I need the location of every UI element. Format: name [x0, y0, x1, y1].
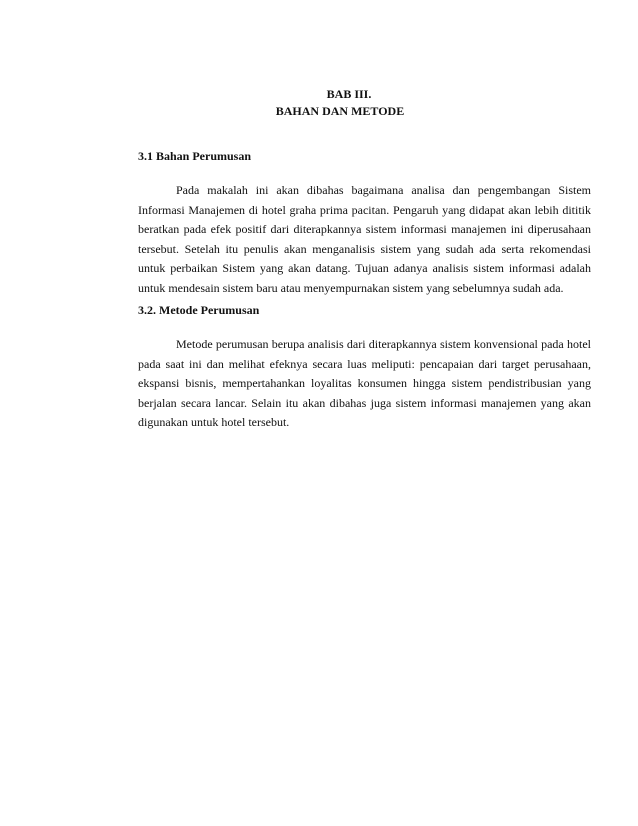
section-title: 3.1 Bahan Perumusan — [138, 149, 252, 163]
chapter-heading — [0, 86, 638, 120]
section-metode-perumusan — [138, 302, 591, 433]
chapter-number: BAB III. — [326, 87, 372, 101]
chapter-title: BAHAN DAN METODE — [275, 104, 405, 118]
section-paragraph: Pada makalah ini akan dibahas bagaimana analisa dan pengembangan Sistem Informasi Manajemen di hotel graha prima pacitan. Pengaruh yang didapat akan lebih dititik beratkan pada efek positif dari diterapkannya sistem informasi manajemen ini diperusahaan tersebut. Setelah itu penulis akan menganalisis sistem yang sudah ada serta rekomendasi untuk perbaikan Sistem yang akan datang. Tujuan adanya analisis sistem informasi adalah untuk mendesain sistem baru atau menyempurnakan sistem yang sebelumnya sudah ada. — [138, 183, 591, 295]
section-bahan-perumusan — [138, 148, 591, 298]
section-title: 3.2. Metode Perumusan — [138, 303, 260, 317]
section-paragraph: Metode perumusan berupa analisis dari diterapkannya sistem konvensional pada hotel pada saat ini dan melihat efeknya secara luas meliputi: pencapaian dari target perusahaan, ekspansi bisnis, mempertahankan loyalitas konsumen hingga sistem pendistribusian yang berjalan secara lancar. Selain itu akan dibahas juga sistem informasi manajemen yang akan digunakan untuk hotel tersebut. — [138, 337, 591, 429]
